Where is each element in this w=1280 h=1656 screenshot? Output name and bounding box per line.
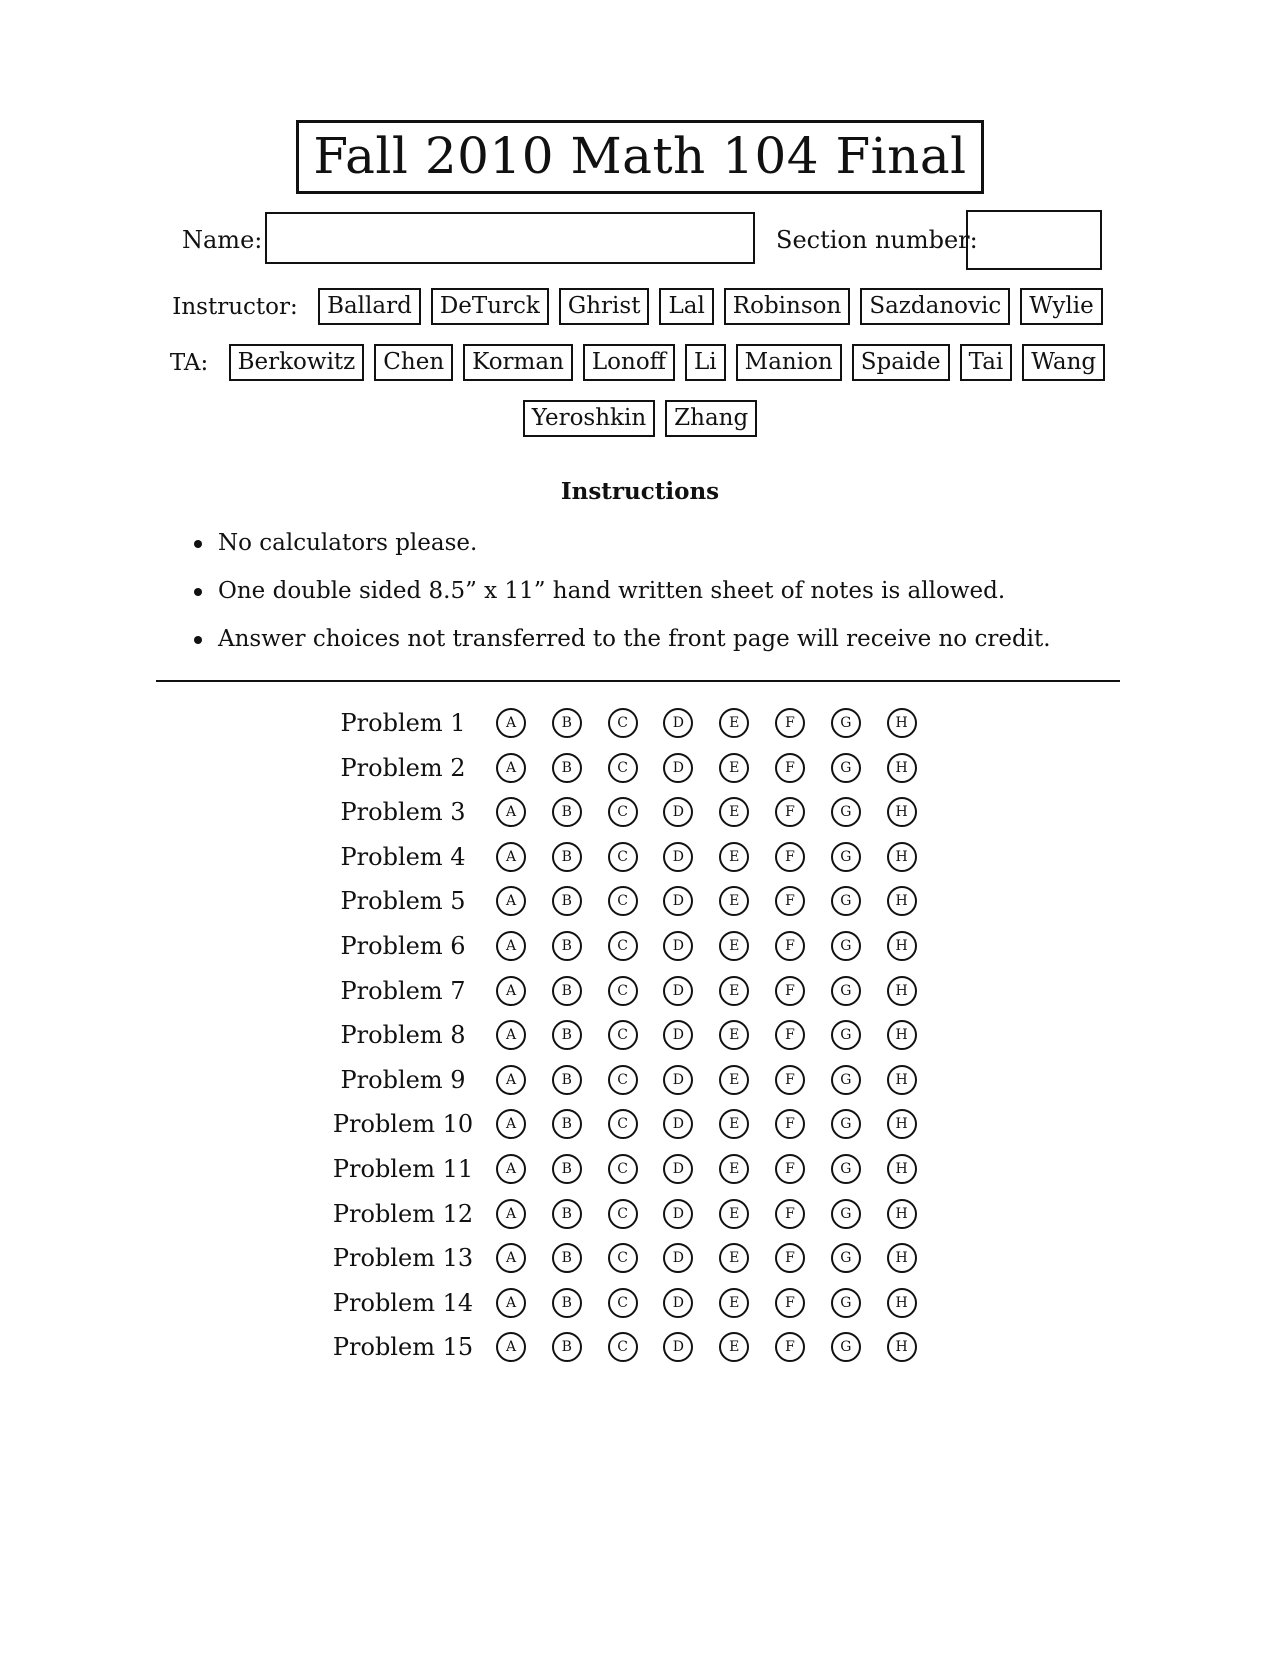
problem-label: Problem 4 xyxy=(340,842,466,871)
answer-bubble[interactable]: C xyxy=(608,842,638,872)
answer-bubble[interactable]: B xyxy=(552,1199,582,1229)
answer-bubble[interactable]: A xyxy=(496,1109,526,1139)
instructor-row xyxy=(0,288,1280,325)
answer-bubble[interactable]: A xyxy=(496,842,526,872)
answer-bubble[interactable]: C xyxy=(608,1065,638,1095)
answer-bubble[interactable]: B xyxy=(552,1065,582,1095)
answer-bubble[interactable]: C xyxy=(608,1154,638,1184)
problem-row xyxy=(0,1283,1280,1323)
problem-row xyxy=(0,1060,1280,1100)
answer-bubble[interactable]: D xyxy=(663,797,693,827)
instruction-item xyxy=(190,528,1051,576)
ta-option[interactable]: Berkowitz xyxy=(229,344,365,381)
instructor-option[interactable]: Ghrist xyxy=(559,288,650,325)
answer-bubble[interactable]: H xyxy=(887,931,917,961)
answer-bubble[interactable]: G xyxy=(831,797,861,827)
problem-label: Problem 13 xyxy=(332,1244,474,1273)
problem-label: Problem 15 xyxy=(332,1333,474,1362)
answer-bubble[interactable]: H xyxy=(887,1065,917,1095)
answer-bubble[interactable]: H xyxy=(887,1154,917,1184)
problem-label: Problem 9 xyxy=(340,1065,466,1094)
answer-bubble[interactable]: E xyxy=(719,753,749,783)
answer-bubble[interactable]: G xyxy=(831,1199,861,1229)
answer-bubble[interactable]: D xyxy=(663,886,693,916)
answer-bubble[interactable]: B xyxy=(552,1332,582,1362)
answer-bubble[interactable]: G xyxy=(831,1154,861,1184)
problem-row xyxy=(0,1238,1280,1278)
answer-bubble[interactable]: H xyxy=(887,1243,917,1273)
instruction-text: One double sided 8.5” x 11” hand written sheet of notes is allowed. xyxy=(218,578,1006,604)
bullet-icon xyxy=(194,588,202,596)
answer-bubble[interactable]: C xyxy=(608,1288,638,1318)
answer-bubble[interactable]: G xyxy=(831,1109,861,1139)
answer-bubble[interactable]: B xyxy=(552,1020,582,1050)
answer-bubble[interactable]: H xyxy=(887,1020,917,1050)
answer-bubble[interactable]: F xyxy=(775,842,805,872)
problem-label: Problem 14 xyxy=(332,1288,474,1317)
problem-label: Problem 12 xyxy=(332,1199,474,1228)
answer-bubble[interactable]: D xyxy=(663,1109,693,1139)
instruction-text: Answer choices not transferred to the front page will receive no credit. xyxy=(218,626,1051,652)
answer-bubble[interactable]: A xyxy=(496,797,526,827)
answer-bubble[interactable]: B xyxy=(552,1154,582,1184)
problem-row xyxy=(0,703,1280,743)
ta-row xyxy=(0,344,1280,381)
exam-title: Fall 2010 Math 104 Final xyxy=(296,120,983,194)
answer-bubble[interactable]: H xyxy=(887,842,917,872)
answer-bubble[interactable]: F xyxy=(775,708,805,738)
problem-row xyxy=(0,1104,1280,1144)
answer-bubble[interactable]: F xyxy=(775,797,805,827)
answer-bubble[interactable]: B xyxy=(552,931,582,961)
answer-bubble[interactable]: F xyxy=(775,1243,805,1273)
answer-bubble[interactable]: E xyxy=(719,1109,749,1139)
answer-bubble[interactable]: G xyxy=(831,708,861,738)
answer-bubble[interactable]: E xyxy=(719,842,749,872)
answer-bubble[interactable]: F xyxy=(775,1154,805,1184)
answer-bubble[interactable]: C xyxy=(608,1199,638,1229)
problem-label: Problem 11 xyxy=(332,1155,474,1183)
answer-bubble[interactable]: G xyxy=(831,976,861,1006)
answer-bubble[interactable]: F xyxy=(775,753,805,783)
answer-bubble[interactable]: E xyxy=(719,931,749,961)
answer-bubble[interactable]: A xyxy=(496,708,526,738)
answer-bubble[interactable]: C xyxy=(608,976,638,1006)
instructions-list xyxy=(190,528,1051,672)
problem-label: Problem 1 xyxy=(340,709,466,737)
answer-bubble[interactable]: D xyxy=(663,708,693,738)
problem-row xyxy=(0,792,1280,832)
problem-label: Problem 10 xyxy=(332,1110,474,1139)
answer-bubble[interactable]: F xyxy=(775,1332,805,1362)
answer-bubble[interactable]: A xyxy=(496,1243,526,1273)
answer-bubble[interactable]: D xyxy=(663,1199,693,1229)
ta-option[interactable]: Li xyxy=(685,344,726,381)
answer-bubble[interactable]: B xyxy=(552,886,582,916)
answer-bubble[interactable]: A xyxy=(496,753,526,783)
answer-bubble[interactable]: A xyxy=(496,1288,526,1318)
answer-bubble[interactable]: E xyxy=(719,1332,749,1362)
answer-bubble[interactable]: H xyxy=(887,976,917,1006)
problem-row xyxy=(0,1149,1280,1189)
answer-bubble[interactable]: F xyxy=(775,976,805,1006)
answer-bubble[interactable]: E xyxy=(719,1199,749,1229)
answer-bubble[interactable]: C xyxy=(608,1020,638,1050)
instructor-option[interactable]: Ballard xyxy=(318,288,421,325)
instructor-label: Instructor: xyxy=(172,293,298,320)
answer-bubble[interactable]: C xyxy=(608,886,638,916)
answer-bubble[interactable]: D xyxy=(663,976,693,1006)
answer-bubble[interactable]: C xyxy=(608,1109,638,1139)
answer-bubble[interactable]: G xyxy=(831,931,861,961)
ta-option[interactable]: Lonoff xyxy=(583,344,675,381)
section-number-field[interactable] xyxy=(966,210,1102,270)
ta-option[interactable]: Korman xyxy=(463,344,573,381)
instruction-item xyxy=(190,624,1051,672)
answer-bubble[interactable]: C xyxy=(608,797,638,827)
title-container xyxy=(0,120,1280,194)
instructor-option[interactable]: Robinson xyxy=(724,288,851,325)
answer-bubble[interactable]: F xyxy=(775,1020,805,1050)
answer-bubble[interactable]: F xyxy=(775,1065,805,1095)
answer-bubble[interactable]: A xyxy=(496,886,526,916)
answer-bubble[interactable]: F xyxy=(775,1199,805,1229)
answer-bubble[interactable]: A xyxy=(496,1065,526,1095)
answer-bubble[interactable]: E xyxy=(719,886,749,916)
answer-bubble[interactable]: G xyxy=(831,1065,861,1095)
answer-bubble[interactable]: D xyxy=(663,1154,693,1184)
answer-bubble[interactable]: G xyxy=(831,1243,861,1273)
answer-bubble[interactable]: B xyxy=(552,1288,582,1318)
answer-bubble[interactable]: H xyxy=(887,1109,917,1139)
answer-bubble[interactable]: D xyxy=(663,931,693,961)
answer-bubble[interactable]: H xyxy=(887,886,917,916)
answer-bubble[interactable]: H xyxy=(887,1199,917,1229)
problem-label: Problem 5 xyxy=(340,887,466,916)
answer-bubble[interactable]: D xyxy=(663,1243,693,1273)
answer-bubble[interactable]: B xyxy=(552,708,582,738)
answer-bubble[interactable]: H xyxy=(887,753,917,783)
answer-bubble[interactable]: H xyxy=(887,797,917,827)
problem-row xyxy=(0,1015,1280,1055)
answer-bubble[interactable]: C xyxy=(608,931,638,961)
answer-bubble[interactable]: G xyxy=(831,886,861,916)
answer-bubble[interactable]: H xyxy=(887,1288,917,1318)
answer-bubble[interactable]: F xyxy=(775,1109,805,1139)
answer-bubble[interactable]: B xyxy=(552,1243,582,1273)
answer-bubble[interactable]: E xyxy=(719,1154,749,1184)
answer-bubble[interactable]: E xyxy=(719,1020,749,1050)
answer-bubble[interactable]: A xyxy=(496,1020,526,1050)
problem-row xyxy=(0,971,1280,1011)
ta-option[interactable]: Tai xyxy=(960,344,1013,381)
ta-option[interactable]: Spaide xyxy=(852,344,950,381)
ta-row-continued xyxy=(0,400,1280,437)
answer-bubble[interactable]: E xyxy=(719,708,749,738)
instructor-option[interactable]: Sazdanovic xyxy=(860,288,1010,325)
answer-bubble[interactable]: D xyxy=(663,1065,693,1095)
name-label: Name: xyxy=(182,226,263,254)
answer-bubble[interactable]: G xyxy=(831,1020,861,1050)
ta-option[interactable]: Manion xyxy=(736,344,842,381)
problem-row xyxy=(0,837,1280,877)
problem-label: Problem 3 xyxy=(340,798,466,827)
instruction-item xyxy=(190,576,1051,624)
answer-bubble[interactable]: A xyxy=(496,1154,526,1184)
ta-option[interactable]: Yeroshkin xyxy=(523,400,655,437)
answer-bubble[interactable]: B xyxy=(552,753,582,783)
answer-bubble[interactable]: B xyxy=(552,1109,582,1139)
problem-row xyxy=(0,926,1280,966)
answer-bubble[interactable]: D xyxy=(663,1332,693,1362)
bullet-icon xyxy=(194,636,202,644)
answer-bubble[interactable]: C xyxy=(608,708,638,738)
answer-bubble[interactable]: F xyxy=(775,1288,805,1318)
answer-bubble[interactable]: C xyxy=(608,753,638,783)
answer-bubble[interactable]: D xyxy=(663,1020,693,1050)
answer-bubble[interactable]: E xyxy=(719,1288,749,1318)
answer-bubble[interactable]: D xyxy=(663,1288,693,1318)
answer-bubble[interactable]: C xyxy=(608,1243,638,1273)
answer-bubble[interactable]: G xyxy=(831,1288,861,1318)
answer-bubble[interactable]: H xyxy=(887,708,917,738)
answer-bubble[interactable]: D xyxy=(663,753,693,783)
answer-bubble[interactable]: E xyxy=(719,1065,749,1095)
name-field[interactable] xyxy=(265,212,755,264)
problem-label: Problem 6 xyxy=(340,932,466,960)
ta-option[interactable]: Wang xyxy=(1022,344,1105,381)
answer-bubble[interactable]: E xyxy=(719,797,749,827)
problem-row xyxy=(0,1327,1280,1367)
problem-row xyxy=(0,748,1280,788)
answer-bubble[interactable]: E xyxy=(719,1243,749,1273)
problem-label: Problem 8 xyxy=(340,1021,466,1050)
name-section-row xyxy=(180,210,1100,270)
bullet-icon xyxy=(194,540,202,548)
problem-label: Problem 2 xyxy=(340,753,466,782)
problem-row xyxy=(0,1194,1280,1234)
answer-bubble[interactable]: B xyxy=(552,842,582,872)
ta-option[interactable]: Chen xyxy=(374,344,453,381)
answer-bubble[interactable]: G xyxy=(831,842,861,872)
instructor-option[interactable]: Lal xyxy=(659,288,713,325)
section-number-label: Section number: xyxy=(776,226,978,254)
problem-label: Problem 7 xyxy=(340,976,466,1005)
answer-bubble[interactable]: F xyxy=(775,931,805,961)
instruction-text: No calculators please. xyxy=(218,530,478,556)
answer-bubble[interactable]: C xyxy=(608,1332,638,1362)
instructions-heading: Instructions xyxy=(560,478,720,505)
answer-bubble[interactable]: A xyxy=(496,1199,526,1229)
divider xyxy=(156,680,1120,682)
answer-bubble[interactable]: B xyxy=(552,797,582,827)
instructor-option[interactable]: Wylie xyxy=(1020,288,1102,325)
instructor-option[interactable]: DeTurck xyxy=(431,288,549,325)
answer-bubble[interactable]: A xyxy=(496,976,526,1006)
answer-bubble[interactable]: E xyxy=(719,976,749,1006)
answer-bubble[interactable]: G xyxy=(831,753,861,783)
answer-bubble[interactable]: G xyxy=(831,1332,861,1362)
problem-row xyxy=(0,881,1280,921)
answer-bubble[interactable]: A xyxy=(496,1332,526,1362)
answer-bubble[interactable]: D xyxy=(663,842,693,872)
answer-bubble[interactable]: A xyxy=(496,931,526,961)
answer-bubble[interactable]: B xyxy=(552,976,582,1006)
ta-option[interactable]: Zhang xyxy=(665,400,757,437)
answer-bubble[interactable]: H xyxy=(887,1332,917,1362)
ta-label: TA: xyxy=(169,349,209,376)
answer-bubble[interactable]: F xyxy=(775,886,805,916)
